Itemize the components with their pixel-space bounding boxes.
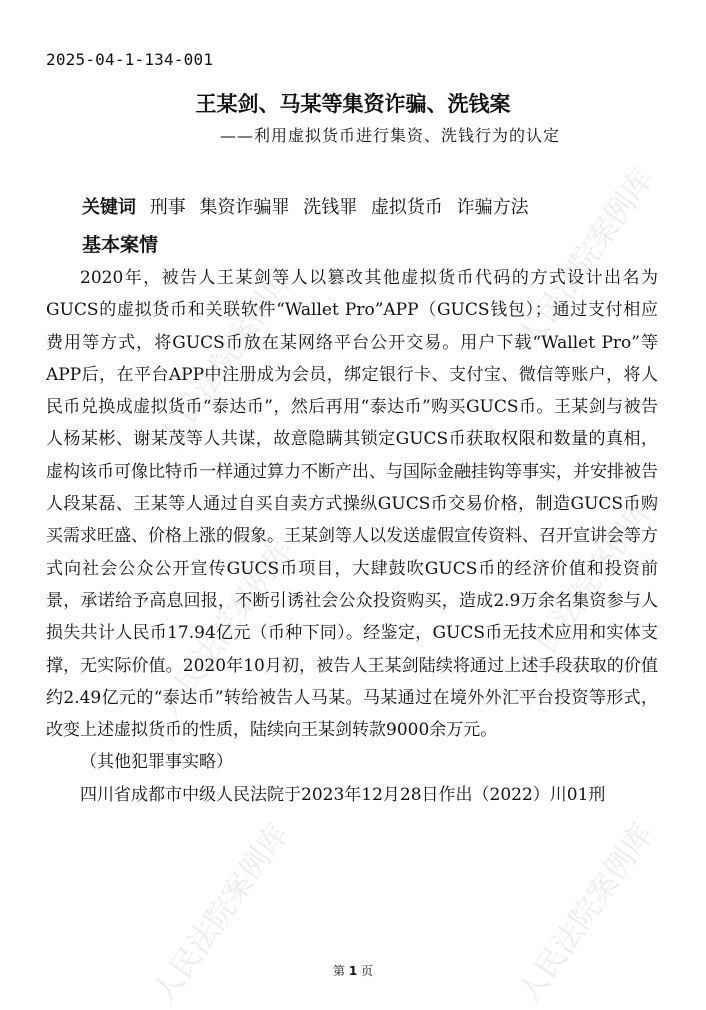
watermark: 人民法院案例库 [151,532,301,725]
case-number: 2025-04-1-134-001 [46,50,214,69]
keyword-item: 集资诈骗罪 [199,197,290,218]
watermark: 人民法院案例库 [511,492,661,685]
page-number: 1 [348,964,358,978]
section-heading: 基本案情 [82,234,159,256]
keywords-label: 关键词 [82,197,136,218]
watermark: 人民法院案例库 [511,162,661,355]
body-paragraph: （其他犯罪事实略） [80,752,233,773]
keyword-item: 刑事 [149,197,186,218]
case-title: 王某剑、马某等集资诈骗、洗钱案 [195,92,511,116]
body-paragraph: 四川省成都市中级人民法院于2023年12月28日作出（2022）川01刑 [80,784,606,805]
watermark: 人民法院案例库 [146,817,296,1010]
keyword-item: 诈骗方法 [456,197,529,218]
case-body [46,262,658,811]
watermark: 人民法院案例库 [151,262,301,455]
keyword-item: 洗钱罪 [303,197,358,218]
keywords-line [82,193,529,219]
keyword-item: 虚拟货币 [370,197,443,218]
case-subtitle: ——利用虚拟货币进行集资、洗钱行为的认定 [219,126,560,145]
footer-suffix: 页 [361,964,374,978]
page-footer [0,962,706,979]
body-paragraph: 2020年，被告人王某剑等人以篡改其他虚拟货币代码的方式设计出名为GUCS的虚拟货币和关联软件“Wallet Pro”APP（GUCS钱包）；通过支付相应费用等方式，将GUCS币放在某网络平台公开交易。用户下载“Wallet Pro”等APP后，在平台APP中注册成为会员，绑定银行卡、支付宝、微信等账户，将人民币兑换成虚拟货币“泰达币”，然后再用“泰达币”购买GUCS币。王某剑与被告人杨某彬、谢某茂等人共谋，故意隐瞒其锁定GUCS币获取权限和数量的真相，虚构该币可像比特币一样通过算力不断产出、与国际金融挂钩等事实，并安排被告人段某磊、王某等人通过自买自卖方式操纵GUCS币交易价格，制造GUCS币购买需求旺盛、价格上涨的假象。王某剑等人以发送虚假宣传资料、召开宣讲会等方式向社会公众公开宣传GUCS币项目，大肆鼓吹GUCS币的经济价值和投资前景，承诺给予高息回报，不断引诱社会公众投资购买，造成2.9万余名集资参与人损失共计人民币17.94亿元（币种下同）。经鉴定，GUCS币无技术应用和实体支撑，无实际价值。2020年10月初，被告人王某剑陆续将通过上述手段获取的价值约2.49亿元的“泰达币”转给被告人马某。马某通过在境外外汇平台投资等形式，改变上述虚拟货币的性质，陆续向王某剑转款9000余万元。 [46,268,658,741]
footer-prefix: 第 [332,964,345,978]
watermark: 人民法院案例库 [511,817,661,1010]
